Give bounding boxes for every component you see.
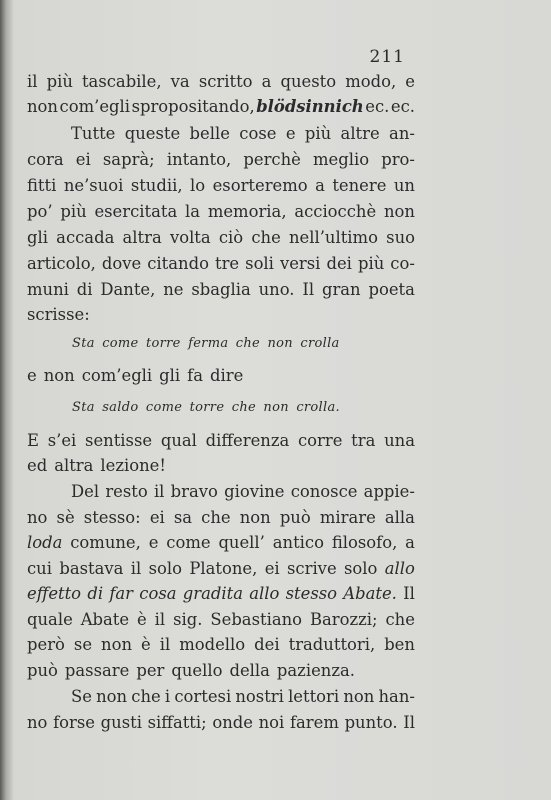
word: bravo (170, 482, 218, 501)
word: altre (340, 124, 380, 143)
word: ben (384, 635, 415, 654)
word: uno. (258, 280, 295, 299)
word: no (27, 508, 48, 527)
word: che (251, 228, 281, 247)
word: antico (272, 533, 324, 552)
word: più (60, 202, 87, 221)
word: è (141, 635, 151, 654)
word: dove (101, 254, 142, 273)
text-line (27, 482, 415, 502)
word: tascabile, (81, 72, 162, 91)
word: non (101, 635, 133, 654)
word: ciò (218, 228, 244, 247)
word: gradita (182, 584, 243, 603)
word: allo (384, 559, 415, 578)
word: esercitata (94, 202, 178, 221)
word: muni (27, 280, 69, 299)
word: com’egli (81, 366, 153, 385)
word: come (166, 533, 211, 552)
word: fa (187, 366, 203, 385)
word: quell’ (218, 533, 265, 552)
word: han- (378, 687, 415, 706)
text-line (27, 610, 415, 630)
word: però (27, 635, 65, 654)
text-line (27, 635, 415, 655)
word: Del (71, 482, 100, 501)
word: ec. (365, 97, 390, 116)
text-line (27, 559, 415, 579)
word: nell’ultimo (288, 228, 378, 247)
word: sa (173, 508, 193, 527)
word: traduttori, (288, 635, 376, 654)
word: cortesi (174, 687, 232, 706)
word: bastava (59, 559, 124, 578)
word: Il (403, 584, 415, 603)
word: belle (189, 124, 230, 143)
word: e (148, 533, 159, 552)
word: conosce (290, 482, 358, 501)
word: i (164, 687, 171, 706)
word: a (315, 176, 325, 195)
word: il (27, 72, 38, 91)
word: volta (169, 228, 211, 247)
word: quale (27, 610, 73, 629)
word: più (46, 72, 73, 91)
word: dei (326, 254, 352, 273)
word: sè (56, 508, 75, 527)
word: non (27, 97, 58, 116)
text-line (27, 280, 415, 300)
word: e (405, 72, 415, 91)
word: un (393, 176, 415, 195)
word: Abate. (343, 584, 397, 603)
word: ne (163, 280, 184, 299)
word: acciocchè (294, 202, 377, 221)
word: non (343, 687, 375, 706)
word: versi (279, 254, 321, 273)
text-line (27, 584, 415, 604)
word: scrive (287, 559, 337, 578)
word: mirare (319, 508, 376, 527)
word: Se (71, 687, 92, 706)
word: Dante, (100, 280, 156, 299)
word: cora (27, 150, 64, 169)
word: va (170, 72, 190, 91)
word: citando (147, 254, 209, 273)
word: tenere (332, 176, 387, 195)
text-line (27, 176, 415, 196)
word: pro- (381, 150, 415, 169)
word: gli (27, 228, 48, 247)
text-line (27, 713, 415, 733)
word: il (154, 610, 166, 629)
word: scritto (198, 72, 253, 91)
word: Il (302, 280, 315, 299)
word: meglio (312, 150, 370, 169)
text-line (27, 72, 415, 92)
word: è (137, 610, 147, 629)
word: punto. (344, 713, 398, 732)
word: Barozzi; (309, 610, 378, 629)
word: sentisse (85, 431, 153, 450)
word: sbaglia (191, 280, 251, 299)
word: tre (214, 254, 240, 273)
word: ei (264, 559, 280, 578)
word: queste (124, 124, 181, 143)
text-line (27, 150, 415, 170)
text-line (27, 124, 415, 144)
text-line (27, 202, 415, 222)
word: Abate (80, 610, 130, 629)
word: E (27, 431, 39, 450)
word: lettori (288, 687, 340, 706)
word: non (43, 366, 75, 385)
word: no (27, 713, 48, 732)
word: resto (105, 482, 148, 501)
word: stesso (285, 584, 338, 603)
word: far (109, 584, 134, 603)
text-line (27, 508, 415, 528)
word: comune, (70, 533, 141, 552)
word: quello (171, 661, 223, 680)
word: e (285, 124, 296, 143)
word: Tutte (71, 124, 116, 143)
page-number: 211 (369, 47, 405, 67)
word: sig. (173, 610, 203, 629)
word: saprà; (102, 150, 155, 169)
word: pazienza. (276, 661, 355, 680)
word: forse (53, 713, 95, 732)
word: allo (249, 584, 280, 603)
word: modello (179, 635, 246, 654)
word: onde (212, 713, 253, 732)
word: suo (386, 228, 415, 247)
word: modo, (345, 72, 397, 91)
text-line (27, 305, 415, 325)
word: ei (149, 508, 165, 527)
word: questo (280, 72, 337, 91)
word: per (136, 661, 165, 680)
word: farem (289, 713, 339, 732)
word: più (357, 254, 385, 273)
word: gli (159, 366, 181, 385)
word: il (130, 559, 142, 578)
word: lo (190, 176, 206, 195)
word: poeta (368, 280, 415, 299)
word: non (96, 687, 128, 706)
word: ec. (390, 97, 415, 116)
word: gusti (100, 713, 142, 732)
word: co- (390, 254, 415, 273)
word: non (239, 508, 271, 527)
word: giovine (224, 482, 285, 501)
text-line (27, 366, 415, 386)
word: articolo, (27, 254, 96, 273)
word: spropositando, (131, 97, 255, 116)
word: e (27, 366, 37, 385)
word: cui (27, 559, 52, 578)
word: che (201, 508, 231, 527)
word: ne’suoi (63, 176, 124, 195)
word: scrisse: (27, 305, 90, 324)
word: esorteremo (212, 176, 308, 195)
word: a (405, 533, 415, 552)
word: tra (351, 431, 376, 450)
text-line (27, 431, 415, 451)
word: Il (403, 713, 415, 732)
word: alla (384, 508, 415, 527)
verse-quote-misquoted: Sta saldo come torre che non crolla. (72, 400, 340, 415)
word: fitti (27, 176, 57, 195)
word: cosa (139, 584, 177, 603)
word: della (229, 661, 270, 680)
word: appie- (363, 482, 415, 501)
word: an- (389, 124, 415, 143)
word: solo (344, 559, 378, 578)
word: dire (210, 366, 244, 385)
word: ei (75, 150, 91, 169)
word: blödsinnich (256, 97, 364, 116)
word: può (27, 661, 58, 680)
word: memoria, (207, 202, 287, 221)
word: nostri (235, 687, 284, 706)
word: perchè (243, 150, 301, 169)
word: di (87, 584, 104, 603)
word: Platone, (189, 559, 258, 578)
word: più (304, 124, 332, 143)
word: noi (258, 713, 285, 732)
text-line (27, 533, 415, 553)
verse-quote-original: Sta come torre ferma che non crolla (72, 336, 340, 351)
word: può (279, 508, 311, 527)
word: filosofo, (331, 533, 398, 552)
word: gran (321, 280, 361, 299)
word: differenza (205, 431, 290, 450)
word: una (384, 431, 415, 450)
word: loda (27, 533, 63, 552)
word: il (159, 635, 171, 654)
text-line (27, 254, 415, 274)
word: non (383, 202, 415, 221)
word: se (73, 635, 93, 654)
text-line (27, 661, 415, 681)
word: ed (27, 456, 48, 475)
word: soli (245, 254, 274, 273)
word: qual (160, 431, 197, 450)
word: com’egli (59, 97, 131, 116)
word: s’ei (47, 431, 77, 450)
word: stesso: (83, 508, 141, 527)
word: studii, (130, 176, 183, 195)
text-line (27, 687, 415, 707)
word: che (385, 610, 415, 629)
word: di (76, 280, 93, 299)
word: intanto, (166, 150, 232, 169)
word: altra (122, 228, 162, 247)
word: Sebastiano (210, 610, 303, 629)
word: po’ (27, 202, 53, 221)
word: lezione! (100, 456, 166, 475)
word: la (185, 202, 201, 221)
word: corre (297, 431, 343, 450)
text-line (27, 456, 415, 476)
word: cose (239, 124, 277, 143)
word: a (261, 72, 272, 91)
word: siffatti; (147, 713, 207, 732)
word: altra (54, 456, 94, 475)
word: accada (56, 228, 115, 247)
word: che (131, 687, 161, 706)
word: il (153, 482, 165, 501)
word: effetto (27, 584, 82, 603)
text-line (27, 228, 415, 248)
word: passare (64, 661, 130, 680)
word: dei (254, 635, 280, 654)
word: solo (148, 559, 183, 578)
text-line (27, 97, 415, 117)
